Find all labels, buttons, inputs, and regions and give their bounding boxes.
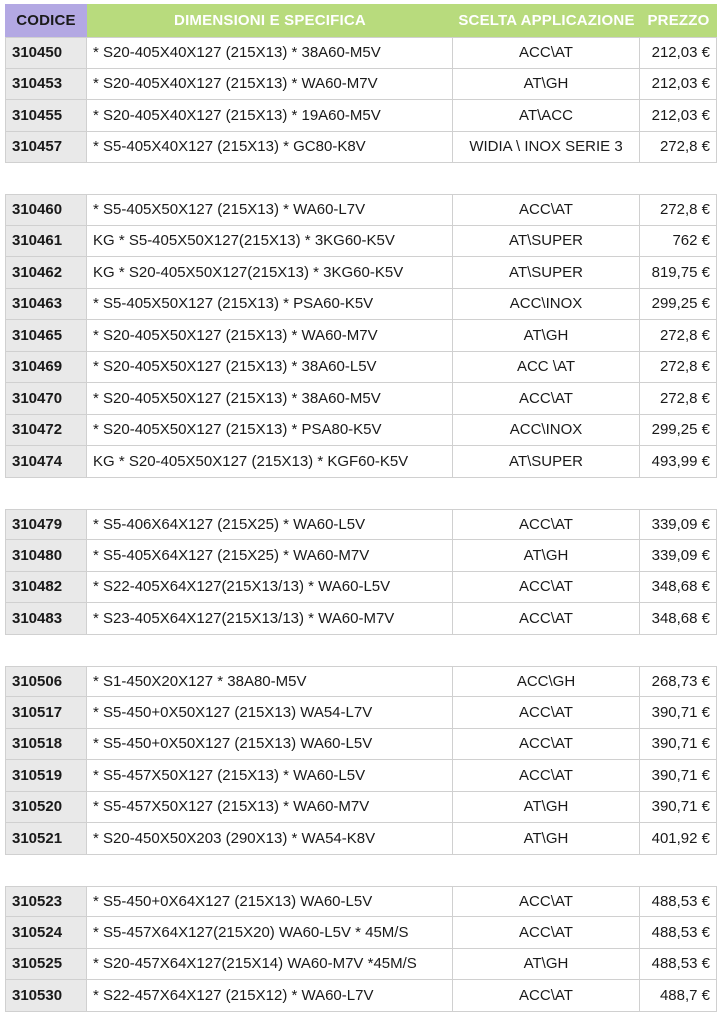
table-row <box>5 760 717 792</box>
cell-dimensioni: KG * S20-405X50X127(215X13) * 3KG60-K5V <box>87 257 453 289</box>
table-row <box>5 37 717 69</box>
table-group <box>5 509 717 635</box>
cell-code: 310483 <box>5 603 87 635</box>
cell-applicazione: AT\GH <box>453 949 640 981</box>
table-row <box>5 949 717 981</box>
header-scelta: SCELTA APPLICAZIONE <box>453 4 640 37</box>
table-row <box>5 257 717 289</box>
table-row <box>5 194 717 226</box>
cell-prezzo: 272,8 € <box>640 352 717 384</box>
cell-applicazione: AT\SUPER <box>453 257 640 289</box>
cell-prezzo: 212,03 € <box>640 37 717 69</box>
table-row <box>5 729 717 761</box>
cell-dimensioni: * S5-457X50X127 (215X13) * WA60-L5V <box>87 760 453 792</box>
table-group <box>5 37 717 163</box>
cell-code: 310519 <box>5 760 87 792</box>
cell-code: 310479 <box>5 509 87 541</box>
table-row <box>5 132 717 164</box>
table-row <box>5 886 717 918</box>
cell-applicazione: ACC\INOX <box>453 289 640 321</box>
cell-applicazione: ACC\AT <box>453 603 640 635</box>
cell-applicazione: ACC\AT <box>453 37 640 69</box>
cell-applicazione: AT\GH <box>453 69 640 101</box>
cell-code: 310463 <box>5 289 87 321</box>
table-row <box>5 823 717 855</box>
cell-dimensioni: * S5-406X64X127 (215X25) * WA60-L5V <box>87 509 453 541</box>
cell-dimensioni: * S20-450X50X203 (290X13) * WA54-K8V <box>87 823 453 855</box>
cell-applicazione: ACC\GH <box>453 666 640 698</box>
cell-dimensioni: * S5-457X64X127(215X20) WA60-L5V * 45M/S <box>87 917 453 949</box>
cell-applicazione: AT\SUPER <box>453 226 640 258</box>
cell-code: 310521 <box>5 823 87 855</box>
table-row <box>5 352 717 384</box>
cell-applicazione: AT\SUPER <box>453 446 640 478</box>
cell-prezzo: 348,68 € <box>640 603 717 635</box>
cell-dimensioni: * S5-450+0X64X127 (215X13) WA60-L5V <box>87 886 453 918</box>
table-row <box>5 792 717 824</box>
cell-code: 310520 <box>5 792 87 824</box>
table-row <box>5 415 717 447</box>
cell-code: 310455 <box>5 100 87 132</box>
cell-prezzo: 272,8 € <box>640 383 717 415</box>
cell-prezzo: 299,25 € <box>640 289 717 321</box>
cell-applicazione: ACC\AT <box>453 572 640 604</box>
cell-dimensioni: * S20-405X50X127 (215X13) * 38A60-L5V <box>87 352 453 384</box>
cell-dimensioni: * S5-405X64X127 (215X25) * WA60-M7V <box>87 540 453 572</box>
table-row <box>5 917 717 949</box>
cell-prezzo: 493,99 € <box>640 446 717 478</box>
cell-applicazione: ACC\AT <box>453 917 640 949</box>
table-group <box>5 886 717 1012</box>
cell-applicazione: AT\GH <box>453 823 640 855</box>
cell-dimensioni: * S22-405X64X127(215X13/13) * WA60-L5V <box>87 572 453 604</box>
table-row <box>5 383 717 415</box>
table-row <box>5 697 717 729</box>
cell-code: 310518 <box>5 729 87 761</box>
cell-applicazione: ACC\AT <box>453 194 640 226</box>
table-group <box>5 666 717 855</box>
cell-code: 310469 <box>5 352 87 384</box>
cell-dimensioni: * S20-405X40X127 (215X13) * 38A60-M5V <box>87 37 453 69</box>
cell-prezzo: 390,71 € <box>640 697 717 729</box>
table-row <box>5 666 717 698</box>
table-row <box>5 540 717 572</box>
cell-dimensioni: * S23-405X64X127(215X13/13) * WA60-M7V <box>87 603 453 635</box>
cell-prezzo: 272,8 € <box>640 132 717 164</box>
cell-applicazione: ACC\INOX <box>453 415 640 447</box>
cell-code: 310465 <box>5 320 87 352</box>
cell-dimensioni: * S5-450+0X50X127 (215X13) WA54-L7V <box>87 697 453 729</box>
cell-code: 310517 <box>5 697 87 729</box>
cell-code: 310482 <box>5 572 87 604</box>
cell-dimensioni: * S5-405X40X127 (215X13) * GC80-K8V <box>87 132 453 164</box>
cell-applicazione: WIDIA \ INOX SERIE 3 <box>453 132 640 164</box>
table-header <box>5 4 717 37</box>
cell-prezzo: 762 € <box>640 226 717 258</box>
table-row <box>5 100 717 132</box>
cell-dimensioni: * S22-457X64X127 (215X12) * WA60-L7V <box>87 980 453 1012</box>
cell-prezzo: 390,71 € <box>640 792 717 824</box>
cell-dimensioni: * S20-405X50X127 (215X13) * WA60-M7V <box>87 320 453 352</box>
cell-prezzo: 488,53 € <box>640 886 717 918</box>
cell-applicazione: AT\GH <box>453 320 640 352</box>
cell-code: 310523 <box>5 886 87 918</box>
cell-prezzo: 339,09 € <box>640 540 717 572</box>
table-group <box>5 194 717 478</box>
cell-prezzo: 299,25 € <box>640 415 717 447</box>
cell-prezzo: 488,53 € <box>640 949 717 981</box>
cell-applicazione: AT\ACC <box>453 100 640 132</box>
cell-code: 310474 <box>5 446 87 478</box>
cell-code: 310470 <box>5 383 87 415</box>
cell-dimensioni: KG * S5-405X50X127(215X13) * 3KG60-K5V <box>87 226 453 258</box>
cell-prezzo: 212,03 € <box>640 69 717 101</box>
table-row <box>5 980 717 1012</box>
cell-code: 310461 <box>5 226 87 258</box>
cell-dimensioni: * S5-457X50X127 (215X13) * WA60-M7V <box>87 792 453 824</box>
cell-prezzo: 488,7 € <box>640 980 717 1012</box>
cell-dimensioni: * S20-405X50X127 (215X13) * PSA80-K5V <box>87 415 453 447</box>
group-spacer <box>5 855 717 886</box>
cell-applicazione: ACC\AT <box>453 760 640 792</box>
cell-code: 310480 <box>5 540 87 572</box>
cell-prezzo: 819,75 € <box>640 257 717 289</box>
cell-applicazione: ACC\AT <box>453 980 640 1012</box>
cell-applicazione: ACC\AT <box>453 729 640 761</box>
cell-applicazione: ACC\AT <box>453 383 640 415</box>
table-row <box>5 289 717 321</box>
table-row <box>5 226 717 258</box>
cell-dimensioni: KG * S20-405X50X127 (215X13) * KGF60-K5V <box>87 446 453 478</box>
cell-code: 310457 <box>5 132 87 164</box>
cell-prezzo: 339,09 € <box>640 509 717 541</box>
table-row <box>5 320 717 352</box>
cell-code: 310462 <box>5 257 87 289</box>
cell-dimensioni: * S20-405X40X127 (215X13) * WA60-M7V <box>87 69 453 101</box>
cell-code: 310524 <box>5 917 87 949</box>
cell-code: 310453 <box>5 69 87 101</box>
cell-code: 310472 <box>5 415 87 447</box>
cell-code: 310460 <box>5 194 87 226</box>
header-prezzo: PREZZO <box>640 4 717 37</box>
cell-dimensioni: * S20-457X64X127(215X14) WA60-M7V *45M/S <box>87 949 453 981</box>
cell-prezzo: 268,73 € <box>640 666 717 698</box>
cell-applicazione: ACC\AT <box>453 697 640 729</box>
table-row <box>5 603 717 635</box>
group-spacer <box>5 478 717 509</box>
header-dimensioni: DIMENSIONI E SPECIFICA <box>87 4 453 37</box>
cell-code: 310450 <box>5 37 87 69</box>
cell-dimensioni: * S1-450X20X127 * 38A80-M5V <box>87 666 453 698</box>
group-spacer <box>5 163 717 194</box>
cell-prezzo: 401,92 € <box>640 823 717 855</box>
cell-applicazione: ACC\AT <box>453 886 640 918</box>
cell-dimensioni: * S5-405X50X127 (215X13) * WA60-L7V <box>87 194 453 226</box>
table-body <box>5 37 717 1012</box>
group-spacer <box>5 635 717 666</box>
cell-code: 310525 <box>5 949 87 981</box>
table-row <box>5 69 717 101</box>
cell-dimensioni: * S20-405X50X127 (215X13) * 38A60-M5V <box>87 383 453 415</box>
cell-code: 310530 <box>5 980 87 1012</box>
cell-dimensioni: * S20-405X40X127 (215X13) * 19A60-M5V <box>87 100 453 132</box>
cell-prezzo: 390,71 € <box>640 729 717 761</box>
cell-code: 310506 <box>5 666 87 698</box>
cell-applicazione: AT\GH <box>453 792 640 824</box>
cell-prezzo: 212,03 € <box>640 100 717 132</box>
cell-prezzo: 272,8 € <box>640 194 717 226</box>
cell-prezzo: 488,53 € <box>640 917 717 949</box>
cell-applicazione: ACC\AT <box>453 509 640 541</box>
cell-dimensioni: * S5-450+0X50X127 (215X13) WA60-L5V <box>87 729 453 761</box>
table-row <box>5 509 717 541</box>
header-codice: CODICE <box>5 4 87 37</box>
cell-dimensioni: * S5-405X50X127 (215X13) * PSA60-K5V <box>87 289 453 321</box>
price-list <box>5 4 717 1012</box>
cell-prezzo: 390,71 € <box>640 760 717 792</box>
table-row <box>5 446 717 478</box>
cell-prezzo: 272,8 € <box>640 320 717 352</box>
cell-applicazione: AT\GH <box>453 540 640 572</box>
cell-prezzo: 348,68 € <box>640 572 717 604</box>
table-row <box>5 572 717 604</box>
cell-applicazione: ACC \AT <box>453 352 640 384</box>
